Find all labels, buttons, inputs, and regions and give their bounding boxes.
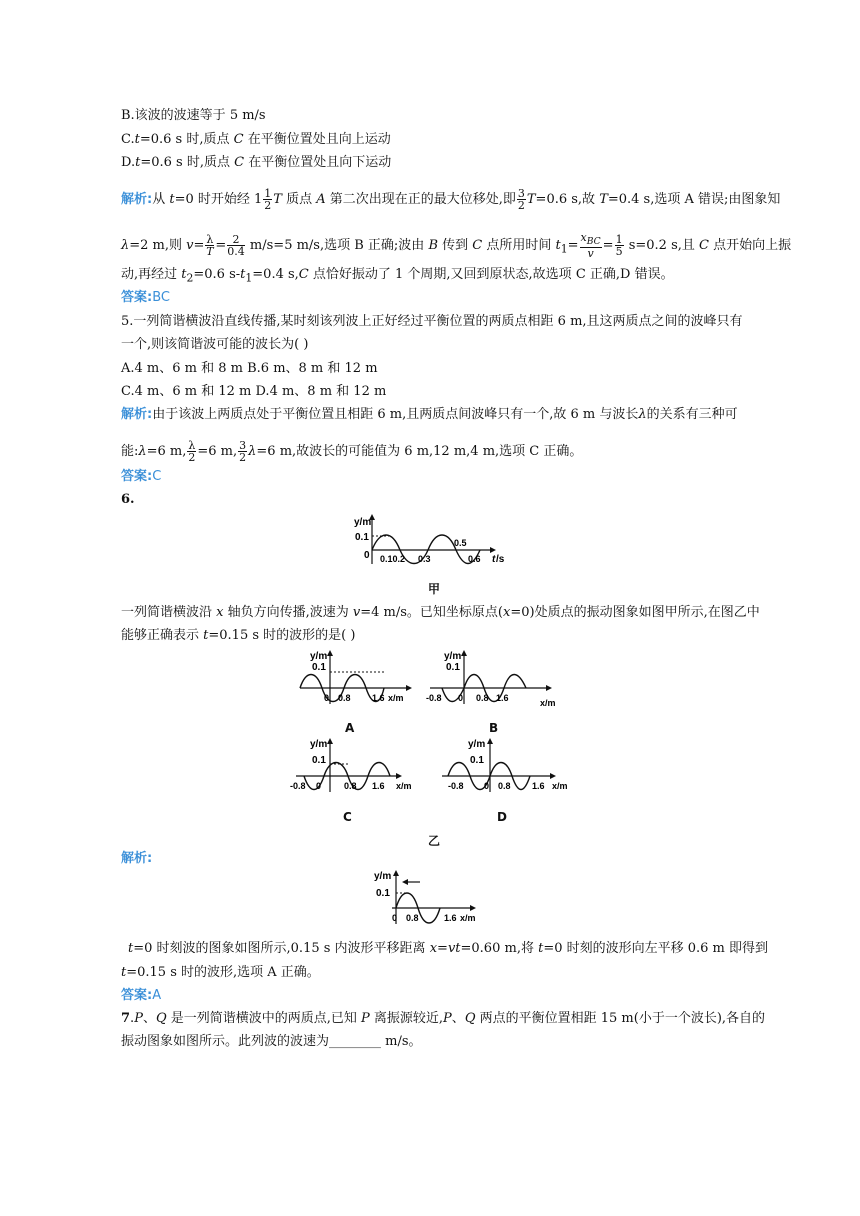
q5-analysis-2: 能:λ=6 m, $\frac{\lambda}{2}$ =6 m, $\frac{3}{2}$ λ=6 m,故波长的可能值为 6 m,12 m,4 m,选项 C 正确。 xyxy=(121,439,583,464)
answer-label: 答案: xyxy=(121,469,153,484)
svg-text:t: t xyxy=(492,554,496,565)
analysis-label: 解析: xyxy=(121,192,153,207)
svg-text:1.6: 1.6 xyxy=(532,781,545,791)
q6-analysis-label: 解析: xyxy=(121,851,153,866)
option-c: C.t=0.6 s 时,质点 C 在平衡位置处且向上运动 xyxy=(121,132,391,147)
analysis-label: 解析: xyxy=(121,407,153,422)
svg-text:y/m: y/m xyxy=(310,651,328,662)
svg-text:0.1: 0.1 xyxy=(446,662,460,673)
svg-text:0.8: 0.8 xyxy=(406,913,419,923)
svg-text:0.1: 0.1 xyxy=(312,662,326,673)
svg-text:x/m: x/m xyxy=(552,781,568,791)
svg-text:0.8: 0.8 xyxy=(476,693,489,703)
q5-options-2: C.4 m、6 m 和 12 m D.4 m、8 m 和 12 m xyxy=(121,384,387,399)
option-a-wave-graph xyxy=(292,648,422,710)
svg-text:0.3: 0.3 xyxy=(418,554,431,564)
svg-text:y/m: y/m xyxy=(310,739,328,750)
svg-text:0.6: 0.6 xyxy=(468,554,481,564)
q5-analysis-1: 解析:由于该波上两质点处于平衡位置且相距 6 m,且两质点间波峰只有一个,故 6 m 与波长λ的关系有三种可 xyxy=(121,407,738,422)
q4-analysis-1: 解析:从 t=0 时开始经 1 $\frac{1}{2}$ T 质点 A 第二次出现在正的最大位移处,即 $\frac{3}{2}$ T=0.6 s,故 T=0.4 s,选项 A 错误;由图象知 xyxy=(121,187,781,212)
q4-analysis-3: 动,再经过 $t_2=0.6$ $s-t_1=0.4$ s,C 点恰好振动了 1 个周期,又回到原状态,故选项 C 正确,D 错误。 xyxy=(121,267,674,285)
option-b-label: B xyxy=(489,721,499,735)
option-c-wave-graph xyxy=(288,736,438,798)
q4-answer: 答案:BC xyxy=(121,290,170,305)
svg-text:0: 0 xyxy=(324,693,330,703)
option-d: D.t=0.6 s 时,质点 C 在平衡位置处且向下运动 xyxy=(121,155,392,170)
svg-text:1.6: 1.6 xyxy=(372,693,385,703)
figure-jia-caption: 甲 xyxy=(428,582,441,596)
q5-stem-1: 5.一列简谐横波沿直线传播,某时刻该列波上正好经过平衡位置的两质点相距 6 m,且这两质点之间的波峰只有 xyxy=(121,314,743,329)
svg-text:x/m: x/m xyxy=(540,698,556,708)
q5-options-1: A.4 m、6 m 和 8 m B.6 m、8 m 和 12 m xyxy=(121,361,378,376)
svg-text:0: 0 xyxy=(392,913,398,923)
option-a-label: A xyxy=(345,721,355,735)
svg-text:y/m: y/m xyxy=(444,651,462,662)
q6-number: 6. xyxy=(121,492,135,507)
svg-text:0.1: 0.1 xyxy=(355,532,369,543)
svg-text:-0.8: -0.8 xyxy=(426,693,442,703)
svg-text:0.8: 0.8 xyxy=(498,781,511,791)
svg-text:0.8: 0.8 xyxy=(338,693,351,703)
option-c-label: C xyxy=(343,810,352,824)
svg-text:0: 0 xyxy=(316,781,322,791)
answer-label: 答案: xyxy=(121,290,153,305)
svg-text:1.6: 1.6 xyxy=(496,693,509,703)
svg-text:0.10.2: 0.10.2 xyxy=(380,554,406,564)
figure-jia-vibration-graph xyxy=(350,512,510,572)
option-d-wave-graph xyxy=(434,736,584,798)
q6-analysis-1: t=0 时刻波的图象如图所示,0.15 s 内波形平移距离 x=vt=0.60 m,将 t=0 时刻的波形向左平移 0.6 m 即得到 xyxy=(128,941,769,956)
svg-text:x/m: x/m xyxy=(460,913,476,923)
svg-text:1.6: 1.6 xyxy=(372,781,385,791)
svg-text:0: 0 xyxy=(484,781,490,791)
svg-text:0.5: 0.5 xyxy=(454,538,467,548)
svg-text:1.6: 1.6 xyxy=(444,913,457,923)
svg-text:x/m: x/m xyxy=(388,693,404,703)
q6-stem-2: 能够正确表示 t=0.15 s 时的波形的是( ) xyxy=(121,628,356,643)
option-d-label: D xyxy=(497,810,507,824)
svg-text:-0.8: -0.8 xyxy=(290,781,306,791)
svg-text:-0.8: -0.8 xyxy=(448,781,464,791)
svg-text:y/m: y/m xyxy=(374,871,392,882)
svg-text:0: 0 xyxy=(364,550,370,561)
q6-answer: 答案:A xyxy=(121,988,162,1003)
q7-stem-2: 振动图象如图所示。此列波的波速为________ m/s。 xyxy=(121,1034,422,1049)
svg-text:0: 0 xyxy=(458,693,464,703)
q5-stem-2: 一个,则该简谐波可能的波长为( ) xyxy=(121,337,309,352)
analysis-wave-graph xyxy=(362,868,492,932)
svg-text:x/m: x/m xyxy=(396,781,412,791)
svg-text:0.8: 0.8 xyxy=(344,781,357,791)
q6-analysis-2: t=0.15 s 时的波形,选项 A 正确。 xyxy=(121,965,320,980)
q7-stem-1: 7.P、Q 是一列简谐横波中的两质点,已知 P 离振源较近,P、Q 两点的平衡位置相距 15 m(小于一个波长),各自的 xyxy=(121,1011,766,1026)
svg-text:/s: /s xyxy=(496,554,505,565)
svg-text:0.1: 0.1 xyxy=(470,755,484,766)
q4-analysis-2: λ=2 m,则 v= $\frac{\lambda}{T}$ = $\frac{2}{0.4}$ m/s=5 m/s,选项 B 正确;波由 B 传到 C 点所用时间 $t_1=$ $\frac{x_{BC}}{v}$ = $\frac{1}{5}$ s=0.2 s,且 C 点开始向上振 xyxy=(121,231,792,261)
option-b-wave-graph xyxy=(422,648,572,710)
figure-yi-caption: 乙 xyxy=(428,834,441,848)
q6-stem-1: 一列简谐横波沿 x 轴负方向传播,波速为 v=4 m/s。已知坐标原点(x=0)处质点的振动图象如图甲所示,在图乙中 xyxy=(121,605,760,620)
svg-text:0.1: 0.1 xyxy=(376,888,390,899)
svg-text:y/m: y/m xyxy=(354,517,372,528)
answer-label: 答案: xyxy=(121,988,153,1003)
q5-answer: 答案:C xyxy=(121,469,162,484)
svg-text:y/m: y/m xyxy=(468,739,486,750)
option-b: B.该波的波速等于 5 m/s xyxy=(121,108,266,123)
svg-text:0.1: 0.1 xyxy=(312,755,326,766)
